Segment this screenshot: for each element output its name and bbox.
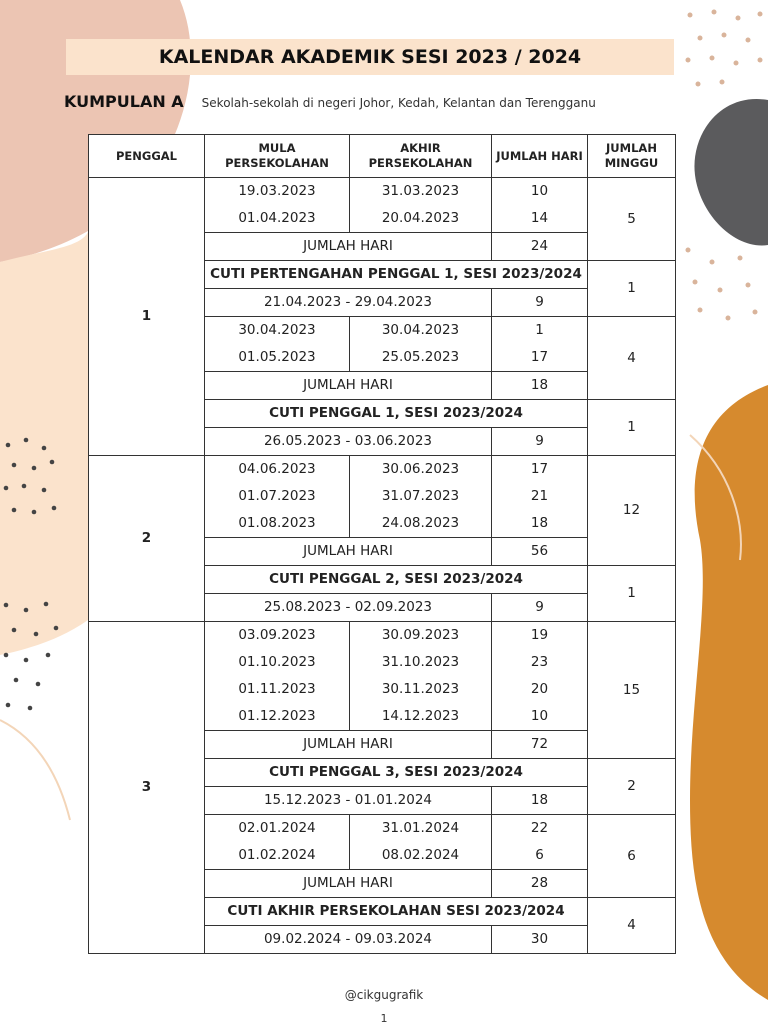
cream-blob [0,232,88,655]
start-date: 01.07.2023 [205,483,350,510]
end-date: 30.06.2023 [350,456,492,484]
week-count: 1 [588,566,676,622]
day-count: 20 [492,676,588,703]
holiday-title: CUTI AKHIR PERSEKOLAHAN SESI 2023/2024 [205,898,588,926]
day-count: 23 [492,649,588,676]
holiday-title: CUTI PENGGAL 3, SESI 2023/2024 [205,759,588,787]
footer-handle: @cikgugrafik [344,988,424,1002]
table-header-row [89,135,676,178]
holiday-title: CUTI PENGGAL 1, SESI 2023/2024 [205,400,588,428]
week-count: 6 [588,815,676,898]
day-count: 18 [492,510,588,538]
end-date: 30.09.2023 [350,622,492,650]
total-label: JUMLAH HARI [205,372,492,400]
holiday-days: 18 [492,787,588,815]
total-days: 24 [492,233,588,261]
holiday-dates: 09.02.2024 - 09.03.2024 [205,926,492,954]
start-date: 01.08.2023 [205,510,350,538]
end-date: 08.02.2024 [350,842,492,870]
start-date: 01.10.2023 [205,649,350,676]
table-row [89,622,676,650]
header-penggal: PENGGAL [89,135,205,178]
holiday-dates: 26.05.2023 - 03.06.2023 [205,428,492,456]
total-label: JUMLAH HARI [205,870,492,898]
end-date: 24.08.2023 [350,510,492,538]
day-count: 17 [492,344,588,372]
end-date: 31.07.2023 [350,483,492,510]
start-date: 01.12.2023 [205,703,350,731]
start-date: 01.04.2023 [205,205,350,233]
table-row [89,178,676,206]
group-name: KUMPULAN A [64,92,184,111]
start-date: 01.02.2024 [205,842,350,870]
end-date: 20.04.2023 [350,205,492,233]
end-date: 30.11.2023 [350,676,492,703]
day-count: 6 [492,842,588,870]
header-akhir: AKHIR PERSEKOLAHAN [350,135,492,178]
total-days: 72 [492,731,588,759]
day-count: 1 [492,317,588,345]
day-count: 22 [492,815,588,843]
table-row [89,456,676,484]
term-3: 3 [89,622,205,954]
week-count: 12 [588,456,676,566]
start-date: 30.04.2023 [205,317,350,345]
total-label: JUMLAH HARI [205,538,492,566]
grey-blob [694,99,768,245]
calendar-table [88,134,676,954]
end-date: 31.10.2023 [350,649,492,676]
holiday-days: 9 [492,289,588,317]
day-count: 21 [492,483,588,510]
holiday-dates: 21.04.2023 - 29.04.2023 [205,289,492,317]
day-count: 10 [492,703,588,731]
start-date: 04.06.2023 [205,456,350,484]
week-count: 4 [588,317,676,400]
total-label: JUMLAH HARI [205,731,492,759]
holiday-days: 9 [492,428,588,456]
group-description: Sekolah-sekolah di negeri Johor, Kedah, Kelantan dan Terengganu [201,96,596,110]
day-count: 19 [492,622,588,650]
start-date: 01.05.2023 [205,344,350,372]
header-jumlah-hari: JUMLAH HARI [492,135,588,178]
end-date: 14.12.2023 [350,703,492,731]
total-days: 18 [492,372,588,400]
group-heading [64,92,704,114]
day-count: 14 [492,205,588,233]
term-2: 2 [89,456,205,622]
page-title: KALENDAR AKADEMIK SESI 2023 / 2024 [66,39,674,75]
end-date: 31.01.2024 [350,815,492,843]
orange-blob [690,385,768,1000]
holiday-days: 9 [492,594,588,622]
holiday-title: CUTI PENGGAL 2, SESI 2023/2024 [205,566,588,594]
term-1: 1 [89,178,205,456]
line-curve-left [0,720,70,820]
holiday-days: 30 [492,926,588,954]
holiday-dates: 15.12.2023 - 01.01.2024 [205,787,492,815]
end-date: 30.04.2023 [350,317,492,345]
day-count: 10 [492,178,588,206]
day-count: 17 [492,456,588,484]
total-days: 56 [492,538,588,566]
week-count: 15 [588,622,676,759]
week-count: 5 [588,178,676,261]
week-count: 1 [588,400,676,456]
holiday-dates: 25.08.2023 - 02.09.2023 [205,594,492,622]
start-date: 03.09.2023 [205,622,350,650]
start-date: 19.03.2023 [205,178,350,206]
week-count: 1 [588,261,676,317]
header-mula: MULA PERSEKOLAHAN [205,135,350,178]
end-date: 25.05.2023 [350,344,492,372]
header-jumlah-minggu: JUMLAH MINGGU [588,135,676,178]
total-label: JUMLAH HARI [205,233,492,261]
week-count: 4 [588,898,676,954]
total-days: 28 [492,870,588,898]
end-date: 31.03.2023 [350,178,492,206]
start-date: 02.01.2024 [205,815,350,843]
holiday-title: CUTI PERTENGAHAN PENGGAL 1, SESI 2023/2024 [205,261,588,289]
start-date: 01.11.2023 [205,676,350,703]
page-number: 1 [380,1012,388,1025]
week-count: 2 [588,759,676,815]
